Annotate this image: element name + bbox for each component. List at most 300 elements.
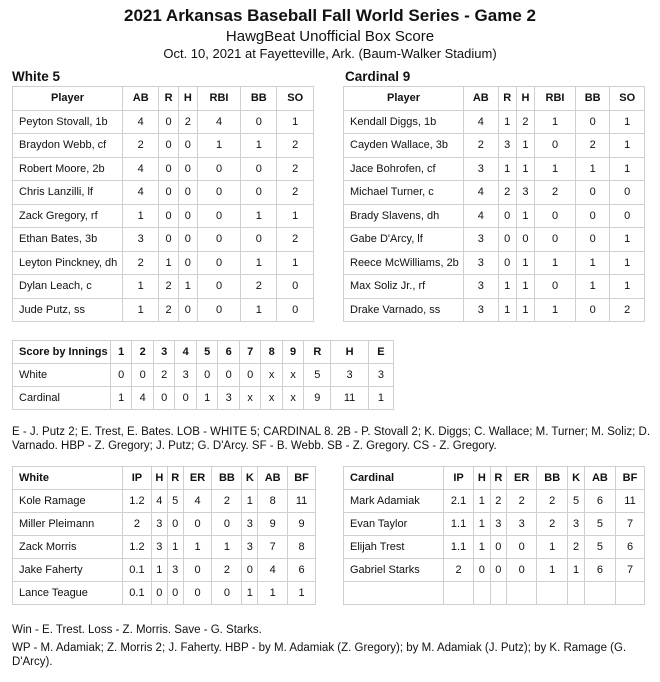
stat-cell: 1 bbox=[535, 251, 576, 275]
stat-cell: 2 bbox=[277, 181, 314, 205]
stat-cell: 9 bbox=[288, 513, 316, 536]
stat-cell: 0 bbox=[239, 364, 260, 387]
stat-cell: 5 bbox=[304, 364, 331, 387]
stat-cell: 0 bbox=[535, 204, 576, 228]
column-header: K bbox=[568, 467, 585, 490]
stat-cell: 1.2 bbox=[123, 536, 152, 559]
stat-cell: 3 bbox=[507, 513, 537, 536]
column-header: 9 bbox=[282, 341, 303, 364]
column-header: BB bbox=[212, 467, 242, 490]
stat-cell: 3 bbox=[464, 251, 499, 275]
stat-cell: 1 bbox=[575, 251, 610, 275]
row-label: Jace Bohrofen, cf bbox=[344, 157, 464, 181]
table-row bbox=[344, 228, 645, 252]
row-label: Leyton Pinckney, dh bbox=[13, 251, 123, 275]
stat-cell: 4 bbox=[464, 181, 499, 205]
stat-cell: 0 bbox=[218, 364, 239, 387]
stat-cell: 1 bbox=[568, 559, 585, 582]
stat-cell: 0 bbox=[575, 204, 610, 228]
column-header: AB bbox=[464, 87, 499, 111]
dateline: Oct. 10, 2021 at Fayetteville, Ark. (Baum-Walker Stadium) bbox=[163, 46, 497, 61]
stat-cell: 1.1 bbox=[444, 536, 474, 559]
stat-cell: 0 bbox=[535, 275, 576, 299]
table-row bbox=[13, 181, 314, 205]
stat-cell: 1 bbox=[516, 275, 534, 299]
stat-cell: 1 bbox=[537, 559, 568, 582]
column-header: H bbox=[151, 467, 167, 490]
stat-cell: 6 bbox=[288, 559, 316, 582]
column-header: SO bbox=[610, 87, 645, 111]
row-label: Dylan Leach, c bbox=[13, 275, 123, 299]
stat-cell: 0 bbox=[198, 228, 241, 252]
stat-cell: 3 bbox=[167, 559, 183, 582]
stat-cell: 1 bbox=[277, 204, 314, 228]
stat-cell bbox=[537, 582, 568, 605]
row-label: Cayden Wallace, 3b bbox=[344, 134, 464, 158]
stat-cell: 1 bbox=[178, 275, 197, 299]
stat-cell: 0 bbox=[535, 134, 576, 158]
stat-cell: x bbox=[261, 387, 282, 410]
column-header: H bbox=[178, 87, 197, 111]
table-row bbox=[13, 387, 394, 410]
row-label: Zack Gregory, rf bbox=[13, 204, 123, 228]
row-label: Max Soliz Jr., rf bbox=[344, 275, 464, 299]
stat-cell: 0.1 bbox=[123, 559, 152, 582]
column-header: 8 bbox=[261, 341, 282, 364]
table-row bbox=[344, 275, 645, 299]
stat-cell: 3 bbox=[464, 275, 499, 299]
stat-cell: 2.1 bbox=[444, 490, 474, 513]
column-header: R bbox=[167, 467, 183, 490]
stat-cell: 0 bbox=[575, 181, 610, 205]
stat-cell: 2 bbox=[575, 134, 610, 158]
stat-cell: 1 bbox=[516, 204, 534, 228]
stat-cell: 3 bbox=[498, 134, 516, 158]
column-header: ER bbox=[507, 467, 537, 490]
stat-cell: 0 bbox=[159, 204, 178, 228]
table-row bbox=[13, 490, 316, 513]
table-row bbox=[13, 157, 314, 181]
column-header: BB bbox=[537, 467, 568, 490]
stat-cell: 0 bbox=[516, 228, 534, 252]
white-batting-table bbox=[12, 86, 314, 322]
stat-cell: 0 bbox=[474, 559, 491, 582]
stat-cell: 0 bbox=[241, 110, 277, 134]
stat-cell: 1 bbox=[277, 251, 314, 275]
stat-cell: x bbox=[282, 364, 303, 387]
stat-cell: 2 bbox=[507, 490, 537, 513]
stat-cell: 5 bbox=[584, 513, 615, 536]
row-label: Kole Ramage bbox=[13, 490, 123, 513]
stat-cell: 1 bbox=[498, 157, 516, 181]
column-header: E bbox=[368, 341, 393, 364]
column-header: H bbox=[474, 467, 491, 490]
cardinal-team-heading: Cardinal 9 bbox=[345, 69, 411, 84]
stat-cell: 3 bbox=[516, 181, 534, 205]
stat-cell: 7 bbox=[258, 536, 288, 559]
table-row bbox=[13, 228, 314, 252]
stat-cell: 2 bbox=[241, 275, 277, 299]
row-label: Michael Turner, c bbox=[344, 181, 464, 205]
stat-cell: 4 bbox=[258, 559, 288, 582]
stat-cell: 3 bbox=[151, 513, 167, 536]
white-pitching-table bbox=[12, 466, 316, 605]
row-label: Zack Morris bbox=[13, 536, 123, 559]
stat-cell: 1 bbox=[258, 582, 288, 605]
stat-cell: 0 bbox=[241, 181, 277, 205]
table-row bbox=[344, 157, 645, 181]
stat-cell: 4 bbox=[183, 490, 212, 513]
stat-cell: 0 bbox=[277, 298, 314, 322]
stat-cell: 1 bbox=[474, 490, 491, 513]
row-label: Kendall Diggs, 1b bbox=[344, 110, 464, 134]
stat-cell: 4 bbox=[464, 110, 499, 134]
row-label: White bbox=[13, 364, 111, 387]
stat-cell: 0 bbox=[277, 275, 314, 299]
stat-cell: 0 bbox=[498, 204, 516, 228]
stat-cell: 2 bbox=[537, 513, 568, 536]
stat-cell: 0 bbox=[507, 536, 537, 559]
table-row bbox=[13, 251, 314, 275]
row-label: Gabe D'Arcy, lf bbox=[344, 228, 464, 252]
table-row bbox=[344, 134, 645, 158]
row-label: Reece McWilliams, 2b bbox=[344, 251, 464, 275]
table-row bbox=[344, 110, 645, 134]
stat-cell: 3 bbox=[218, 387, 239, 410]
column-header: ER bbox=[183, 467, 212, 490]
column-header: H bbox=[331, 341, 368, 364]
cardinal-pitching-table bbox=[343, 466, 645, 605]
stat-cell: 1 bbox=[498, 298, 516, 322]
stat-cell: 2 bbox=[123, 251, 159, 275]
row-label: Brady Slavens, dh bbox=[344, 204, 464, 228]
stat-cell: 0 bbox=[490, 536, 507, 559]
stat-cell: 1 bbox=[123, 298, 159, 322]
stat-cell: 2 bbox=[178, 110, 197, 134]
cardinal-batting-table bbox=[343, 86, 645, 322]
stat-cell: 6 bbox=[584, 490, 615, 513]
stat-cell: 3 bbox=[464, 157, 499, 181]
stat-cell bbox=[584, 582, 615, 605]
stat-cell: 1 bbox=[516, 251, 534, 275]
stat-cell: 1 bbox=[535, 157, 576, 181]
stat-cell: 0 bbox=[610, 204, 645, 228]
stat-cell: 0 bbox=[196, 364, 217, 387]
stat-cell: 2 bbox=[464, 134, 499, 158]
stat-cell: 1 bbox=[167, 536, 183, 559]
stat-cell: 1.2 bbox=[123, 490, 152, 513]
score-by-innings-table bbox=[12, 340, 394, 410]
column-header: IP bbox=[123, 467, 152, 490]
stat-cell: 3 bbox=[242, 513, 258, 536]
column-header: K bbox=[242, 467, 258, 490]
row-label: Elijah Trest bbox=[344, 536, 444, 559]
stat-cell: 2 bbox=[498, 181, 516, 205]
column-header: 7 bbox=[239, 341, 260, 364]
stat-cell: 1 bbox=[242, 490, 258, 513]
stat-cell: 1 bbox=[498, 110, 516, 134]
stat-cell: 0 bbox=[111, 364, 132, 387]
stat-cell: 2 bbox=[123, 513, 152, 536]
stat-cell: 4 bbox=[198, 110, 241, 134]
stat-cell: 0 bbox=[178, 298, 197, 322]
column-header: 4 bbox=[175, 341, 196, 364]
table-row bbox=[344, 251, 645, 275]
row-label: Ethan Bates, 3b bbox=[13, 228, 123, 252]
column-header: White bbox=[13, 467, 123, 490]
stat-cell: 11 bbox=[331, 387, 368, 410]
table-row bbox=[344, 490, 645, 513]
column-header: AB bbox=[584, 467, 615, 490]
column-header: Player bbox=[344, 87, 464, 111]
stat-cell: 0 bbox=[178, 157, 197, 181]
stat-cell: 4 bbox=[123, 110, 159, 134]
stat-cell: 1 bbox=[516, 157, 534, 181]
stat-cell: 0 bbox=[159, 181, 178, 205]
page-title: 2021 Arkansas Baseball Fall World Series - Game 2 bbox=[124, 6, 536, 25]
stat-cell: 1 bbox=[610, 110, 645, 134]
header-row bbox=[344, 87, 645, 111]
stat-cell: 1 bbox=[241, 204, 277, 228]
table-row bbox=[344, 559, 645, 582]
stat-cell: 1 bbox=[196, 387, 217, 410]
game-notes: E - J. Putz 2; E. Trest, E. Bates. LOB - WHITE 5; CARDINAL 8. 2B - P. Stovall 2; K. Diggs; C. Wallace; M. Turner; M. Soliz; D. Varnado. HBP - Z. Gregory; J. Putz; G. D'Arcy. SF - B. Webb. SB - Z. Gregory. CS - Z. Gregory. bbox=[12, 426, 651, 452]
stat-cell: 0 bbox=[610, 181, 645, 205]
column-header: R bbox=[498, 87, 516, 111]
stat-cell: 0 bbox=[241, 157, 277, 181]
table-row bbox=[13, 536, 316, 559]
stat-cell: 2 bbox=[212, 490, 242, 513]
stat-cell: 0 bbox=[183, 513, 212, 536]
table-row bbox=[344, 536, 645, 559]
stat-cell: 0 bbox=[535, 228, 576, 252]
stat-cell: 0 bbox=[178, 251, 197, 275]
column-header: Score by Innings bbox=[13, 341, 111, 364]
row-label: Chris Lanzilli, lf bbox=[13, 181, 123, 205]
stat-cell: 0 bbox=[575, 110, 610, 134]
stat-cell: 1 bbox=[610, 275, 645, 299]
stat-cell: 2 bbox=[610, 298, 645, 322]
stat-cell: 1 bbox=[288, 582, 316, 605]
column-header: 5 bbox=[196, 341, 217, 364]
stat-cell: 2 bbox=[537, 490, 568, 513]
stat-cell bbox=[444, 582, 474, 605]
header-row bbox=[13, 341, 394, 364]
stat-cell: 0 bbox=[132, 364, 153, 387]
row-label: Gabriel Starks bbox=[344, 559, 444, 582]
row-label: Miller Pleimann bbox=[13, 513, 123, 536]
column-header: 1 bbox=[111, 341, 132, 364]
stat-cell: 1 bbox=[575, 275, 610, 299]
column-header: R bbox=[159, 87, 178, 111]
stat-cell: 1 bbox=[123, 204, 159, 228]
stat-cell bbox=[474, 582, 491, 605]
stat-cell: 8 bbox=[288, 536, 316, 559]
stat-cell: 0 bbox=[198, 275, 241, 299]
table-row bbox=[344, 181, 645, 205]
stat-cell: 4 bbox=[123, 181, 159, 205]
table-row bbox=[13, 204, 314, 228]
column-header: SO bbox=[277, 87, 314, 111]
stat-cell: 1 bbox=[537, 536, 568, 559]
stat-cell: 2 bbox=[159, 275, 178, 299]
stat-cell: 3 bbox=[242, 536, 258, 559]
column-header: AB bbox=[258, 467, 288, 490]
stat-cell: 1 bbox=[198, 134, 241, 158]
stat-cell: 5 bbox=[167, 490, 183, 513]
stat-cell: 1 bbox=[242, 582, 258, 605]
stat-cell: 0 bbox=[575, 298, 610, 322]
stat-cell: 1 bbox=[183, 536, 212, 559]
stat-cell: 0 bbox=[159, 228, 178, 252]
stat-cell: 0 bbox=[198, 298, 241, 322]
column-header: 3 bbox=[153, 341, 174, 364]
stat-cell: 0 bbox=[212, 582, 242, 605]
column-header: Cardinal bbox=[344, 467, 444, 490]
stat-cell: 1 bbox=[474, 513, 491, 536]
stat-cell: 3 bbox=[568, 513, 585, 536]
column-header: IP bbox=[444, 467, 474, 490]
stat-cell: 0 bbox=[242, 559, 258, 582]
column-header: R bbox=[304, 341, 331, 364]
stat-cell: 0 bbox=[198, 181, 241, 205]
stat-cell: 1 bbox=[241, 298, 277, 322]
stat-cell: 1 bbox=[368, 387, 393, 410]
stat-cell: x bbox=[282, 387, 303, 410]
stat-cell: x bbox=[239, 387, 260, 410]
stat-cell: 1 bbox=[277, 110, 314, 134]
stat-cell bbox=[507, 582, 537, 605]
column-header: R bbox=[490, 467, 507, 490]
stat-cell: 0 bbox=[498, 251, 516, 275]
stat-cell: 3 bbox=[368, 364, 393, 387]
column-header: Player bbox=[13, 87, 123, 111]
stat-cell: 1 bbox=[474, 536, 491, 559]
stat-cell: 2 bbox=[153, 364, 174, 387]
stat-cell: 9 bbox=[258, 513, 288, 536]
stat-cell: 0 bbox=[167, 513, 183, 536]
stat-cell: 0 bbox=[153, 387, 174, 410]
column-header: H bbox=[516, 87, 534, 111]
column-header: AB bbox=[123, 87, 159, 111]
stat-cell bbox=[616, 582, 645, 605]
table-row bbox=[344, 513, 645, 536]
stat-cell: 1 bbox=[610, 228, 645, 252]
stat-cell bbox=[490, 582, 507, 605]
stat-cell: 4 bbox=[132, 387, 153, 410]
column-header: BF bbox=[288, 467, 316, 490]
stat-cell: 1 bbox=[575, 157, 610, 181]
stat-cell: 1 bbox=[610, 134, 645, 158]
row-label: Jude Putz, ss bbox=[13, 298, 123, 322]
stat-cell: 0 bbox=[178, 204, 197, 228]
stat-cell: 1 bbox=[241, 251, 277, 275]
stat-cell: 1 bbox=[535, 110, 576, 134]
stat-cell: 0 bbox=[490, 559, 507, 582]
stat-cell: 1 bbox=[610, 251, 645, 275]
stat-cell: 3 bbox=[175, 364, 196, 387]
stat-cell: 5 bbox=[568, 490, 585, 513]
stat-cell: 7 bbox=[616, 559, 645, 582]
stat-cell: 2 bbox=[490, 490, 507, 513]
row-label: Peyton Stovall, 1b bbox=[13, 110, 123, 134]
stat-cell: 6 bbox=[616, 536, 645, 559]
stat-cell: 1 bbox=[151, 559, 167, 582]
stat-cell: 11 bbox=[616, 490, 645, 513]
stat-cell: 1 bbox=[498, 275, 516, 299]
stat-cell: 2 bbox=[568, 536, 585, 559]
column-header: RBI bbox=[198, 87, 241, 111]
stat-cell: 0 bbox=[175, 387, 196, 410]
stat-cell: 9 bbox=[304, 387, 331, 410]
stat-cell: 3 bbox=[490, 513, 507, 536]
stat-cell: 0 bbox=[178, 228, 197, 252]
table-row bbox=[13, 582, 316, 605]
table-row bbox=[13, 298, 314, 322]
column-header: BB bbox=[575, 87, 610, 111]
stat-cell: 0 bbox=[159, 157, 178, 181]
table-row bbox=[344, 582, 645, 605]
stat-cell: 0 bbox=[183, 582, 212, 605]
column-header: BF bbox=[616, 467, 645, 490]
row-label: Cardinal bbox=[13, 387, 111, 410]
column-header: BB bbox=[241, 87, 277, 111]
stat-cell: 1 bbox=[516, 134, 534, 158]
column-header: RBI bbox=[535, 87, 576, 111]
stat-cell: 0 bbox=[198, 157, 241, 181]
stat-cell: x bbox=[261, 364, 282, 387]
table-row bbox=[344, 298, 645, 322]
stat-cell: 2 bbox=[159, 298, 178, 322]
stat-cell: 4 bbox=[123, 157, 159, 181]
stat-cell: 7 bbox=[616, 513, 645, 536]
table-row bbox=[13, 275, 314, 299]
page-subtitle: HawgBeat Unofficial Box Score bbox=[225, 28, 435, 45]
stat-cell: 0 bbox=[159, 110, 178, 134]
table-row bbox=[13, 364, 394, 387]
wp-hbp-line: WP - M. Adamiak; Z. Morris 2; J. Faherty. HBP - by M. Adamiak (Z. Gregory); by M. Adamiak (J. Putz); by K. Ramage (G. D'Arcy). bbox=[12, 642, 627, 668]
stat-cell: 0 bbox=[575, 228, 610, 252]
stat-cell: 2 bbox=[123, 134, 159, 158]
header-row bbox=[344, 467, 645, 490]
stat-cell: 0 bbox=[507, 559, 537, 582]
table-row bbox=[13, 513, 316, 536]
stat-cell: 0 bbox=[178, 134, 197, 158]
stat-cell: 0 bbox=[198, 204, 241, 228]
stat-cell: 1 bbox=[159, 251, 178, 275]
stat-cell: 1 bbox=[516, 298, 534, 322]
stat-cell: 3 bbox=[464, 228, 499, 252]
header-row bbox=[13, 87, 314, 111]
white-team-heading: White 5 bbox=[12, 69, 61, 84]
stat-cell: 2 bbox=[277, 157, 314, 181]
row-label: Evan Taylor bbox=[344, 513, 444, 536]
stat-cell: 0 bbox=[151, 582, 167, 605]
stat-cell: 0.1 bbox=[123, 582, 152, 605]
table-row bbox=[13, 559, 316, 582]
stat-cell: 1 bbox=[241, 134, 277, 158]
row-label: Jake Faherty bbox=[13, 559, 123, 582]
stat-cell: 4 bbox=[151, 490, 167, 513]
stat-cell: 2 bbox=[212, 559, 242, 582]
row-label: Lance Teague bbox=[13, 582, 123, 605]
stat-cell: 0 bbox=[159, 134, 178, 158]
stat-cell: 8 bbox=[258, 490, 288, 513]
stat-cell: 0 bbox=[178, 181, 197, 205]
stat-cell: 3 bbox=[151, 536, 167, 559]
row-label: Braydon Webb, cf bbox=[13, 134, 123, 158]
stat-cell: 1 bbox=[111, 387, 132, 410]
